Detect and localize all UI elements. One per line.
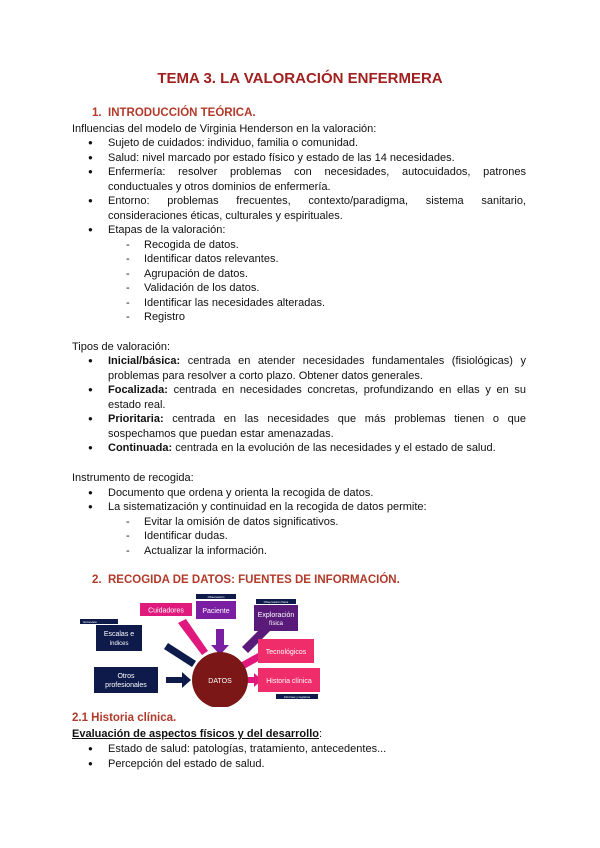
- tipo-term: Focalizada:: [108, 384, 168, 396]
- exploracion-label-2: física: [268, 621, 284, 627]
- historia-clinica-heading: 2.1 Historia clínica.: [72, 712, 177, 724]
- etapa-item: - Validación de los datos.: [144, 281, 259, 296]
- tipo-continuada: [108, 441, 526, 456]
- instrumento-bullet: ● La sistematización y continuidad en la recogida de datos permite:: [108, 500, 526, 515]
- tipo-prioritaria: [108, 412, 526, 441]
- evaluacion-heading-text: Evaluación de aspectos físicos y del desarrollo: [72, 728, 319, 740]
- paciente-label: Paciente: [202, 608, 230, 615]
- bullet-sujeto: ● Sujeto de cuidados: individuo, familia o comunidad.: [108, 136, 526, 151]
- etapa-item: - Identificar datos relevantes.: [144, 252, 279, 267]
- tipo-term: Continuada:: [108, 442, 173, 454]
- page-title: TEMA 3. LA VALORACIÓN ENFERMERA: [157, 70, 443, 87]
- otros-box: [94, 667, 158, 693]
- instrumento-bullet: ● Documento que ordena y orienta la recogida de datos.: [108, 486, 526, 501]
- permite-item: - Evitar la omisión de datos significativos.: [144, 515, 338, 530]
- escalas-box: [96, 625, 142, 651]
- section-2-number: 2.: [92, 574, 102, 586]
- escalas-tag-label: Entrevista: [83, 620, 97, 624]
- instrumento-intro: Instrumento de recogida:: [72, 472, 194, 484]
- section-2-heading: [92, 574, 400, 586]
- datos-label: DATOS: [208, 678, 232, 685]
- arrow-cuidadores: [178, 619, 208, 655]
- etapa-item: - Agrupación de datos.: [144, 267, 248, 282]
- evaluacion-bullet: ● Percepción del estado de salud.: [108, 757, 526, 772]
- tipo-term: Inicial/básica:: [108, 355, 181, 367]
- arrow-paciente: [211, 629, 229, 655]
- otros-label-2: profesionales: [105, 682, 147, 689]
- escalas-label-1: Escalas e: [103, 631, 135, 638]
- historia-tag-label: Informes y registros: [283, 695, 311, 699]
- etapa-item: - Registro: [144, 310, 185, 325]
- etapa-item: - Identificar las necesidades alteradas.: [144, 296, 325, 311]
- bullet-salud: ● Salud: nivel marcado por estado físico y estado de las 14 necesidades.: [108, 151, 526, 166]
- tecnologicos-label: Tecnológicos: [265, 649, 307, 656]
- paciente-tag-label: Observación: [207, 595, 225, 599]
- tipo-desc: centrada en las necesidades que más problemas tienen o que sospechamos que puedan estar amenazadas.: [108, 413, 526, 440]
- bullet-entorno: ● Entorno: problemas frecuentes, contexto/paradigma, sistema sanitario, consideraciones éticas, culturales y espirituales.: [108, 194, 526, 223]
- exploracion-label-1: Exploración: [257, 612, 295, 619]
- tipo-desc: centrada en necesidades concretas, profundizando en ellas y en su estado real.: [108, 384, 526, 411]
- section-2-title: RECOGIDA DE DATOS: FUENTES DE INFORMACIÓN.: [108, 574, 400, 586]
- fuentes-diagram: [78, 593, 336, 707]
- exploracion-tag-label: Observación física: [263, 600, 289, 604]
- escalas-label-2: índices: [109, 641, 129, 647]
- tipo-inicial: [108, 354, 526, 383]
- cuidadores-label: Cuidadores: [148, 607, 184, 615]
- section-1-number: 1.: [92, 107, 102, 119]
- permite-item: - Actualizar la información.: [144, 544, 267, 559]
- tipo-focalizada: [108, 383, 526, 412]
- section-1-heading: [92, 107, 256, 119]
- historia-label: Historia clínica: [266, 678, 312, 685]
- bullet-etapas: ● Etapas de la valoración:: [108, 223, 526, 238]
- evaluacion-colon: :: [318, 728, 323, 740]
- arrow-otros: [166, 672, 191, 688]
- tipo-term: Prioritaria:: [108, 413, 164, 425]
- tipo-desc: centrada en la evolución de las necesidades y el estado de salud.: [172, 442, 496, 454]
- bullet-enfermeria: ● Enfermería: resolver problemas con necesidades, autocuidados, patrones conductuales y otros dominios de enfermería.: [108, 165, 526, 194]
- permite-item: - Identificar dudas.: [144, 529, 228, 544]
- evaluacion-bullet: ● Estado de salud: patologías, tratamiento, antecedentes...: [108, 742, 526, 757]
- tipo-desc: centrada en atender necesidades fundamentales (fisiológicas) y problemas para resolver a corto plazo. Obtener datos generales.: [108, 355, 526, 382]
- etapa-item: - Recogida de datos.: [144, 238, 239, 253]
- evaluacion-heading: [72, 727, 322, 742]
- otros-label-1: Otros: [117, 673, 135, 680]
- intro-text: Influencias del modelo de Virginia Henderson en la valoración:: [72, 123, 377, 135]
- arrow-escalas: [164, 643, 196, 667]
- tipos-intro: Tipos de valoración:: [72, 341, 171, 353]
- section-1-title: INTRODUCCIÓN TEÓRICA.: [108, 107, 256, 119]
